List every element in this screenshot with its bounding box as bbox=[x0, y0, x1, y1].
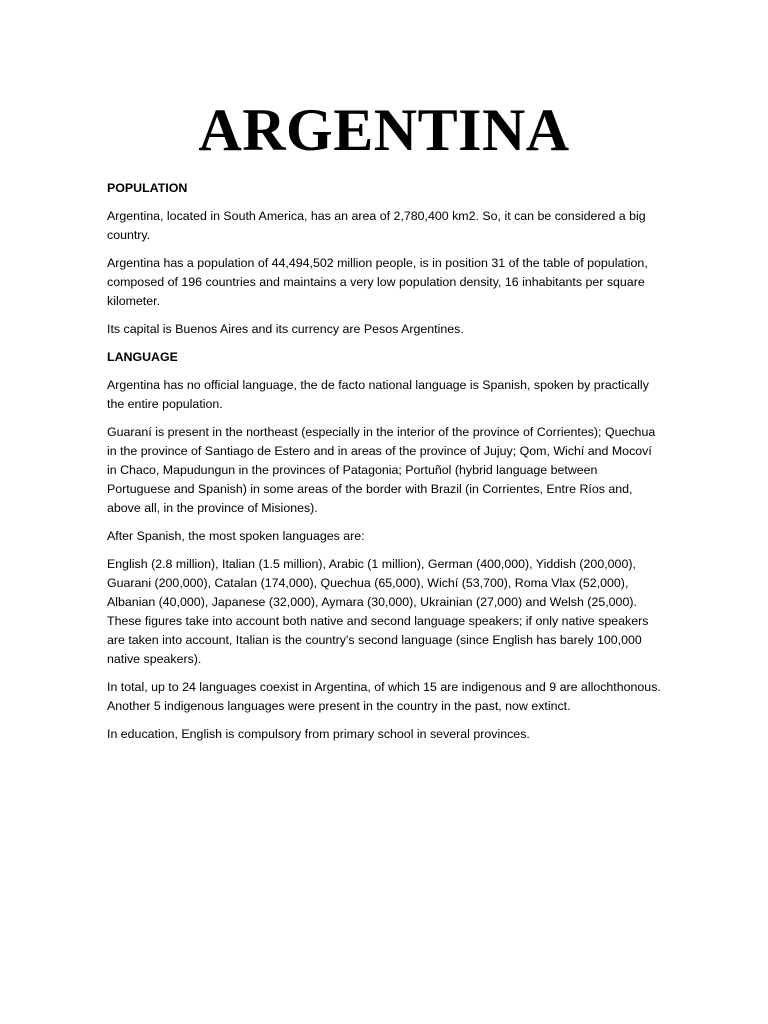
section-heading-population: POPULATION bbox=[107, 181, 188, 195]
paragraph-official-language: Argentina has no official language, the de facto national language is Spanish, spoken by practically the entire population. bbox=[107, 378, 649, 411]
paragraph-capital-currency: Its capital is Buenos Aires and its currency are Pesos Argentines. bbox=[107, 322, 464, 336]
paragraph-regional-languages: Guaraní is present in the northeast (especially in the interior of the province of Corrientes); Quechua in the province of Santiago de Estero and in areas of the province of Jujuy; Qom, Wichí and Mocoví in Chaco, Mapudungun in the provinces of Patagonia; Portuñol (hybrid language between Portuguese and Spanish) in some areas of the border with Brazil (in Corrientes, Entre Ríos and, above all, in the province of Misiones). bbox=[107, 425, 656, 515]
paragraph-population-area: Argentina, located in South America, has an area of 2,780,400 km2. So, it can be considered a big country. bbox=[107, 209, 646, 242]
paragraph-spoken-languages-list: English (2.8 million), Italian (1.5 million), Arabic (1 million), German (400,000), Yiddish (200,000), Guarani (200,000), Catalan (174,000), Quechua (65,000), Wichí (53,700), Roma Vlax (52,000), Albanian (40,000), Japanese (32,000), Aymara (30,000), Ukrainian (27,000) and Welsh (25,000). These figures take into account both native and second language speakers; if only native speakers are taken into account, Italian is the country's second language (since English has barely 100,000 native speakers). bbox=[107, 557, 649, 666]
paragraph-education: In education, English is compulsory from primary school in several provinces. bbox=[107, 727, 530, 741]
paragraph-languages-total: In total, up to 24 languages coexist in Argentina, of which 15 are indigenous and 9 are allochthonous. Another 5 indigenous languages were present in the country in the past, now extinct. bbox=[107, 680, 661, 713]
section-heading-language: LANGUAGE bbox=[107, 350, 178, 364]
paragraph-population-count: Argentina has a population of 44,494,502 million people, is in position 31 of the table of population, composed of 196 countries and maintains a very low population density, 16 inhabitants per square kilometer. bbox=[107, 256, 648, 308]
document-body bbox=[107, 179, 663, 753]
paragraph-spoken-languages-intro: After Spanish, the most spoken languages are: bbox=[107, 529, 365, 543]
document-title: ARGENTINA bbox=[198, 97, 570, 163]
